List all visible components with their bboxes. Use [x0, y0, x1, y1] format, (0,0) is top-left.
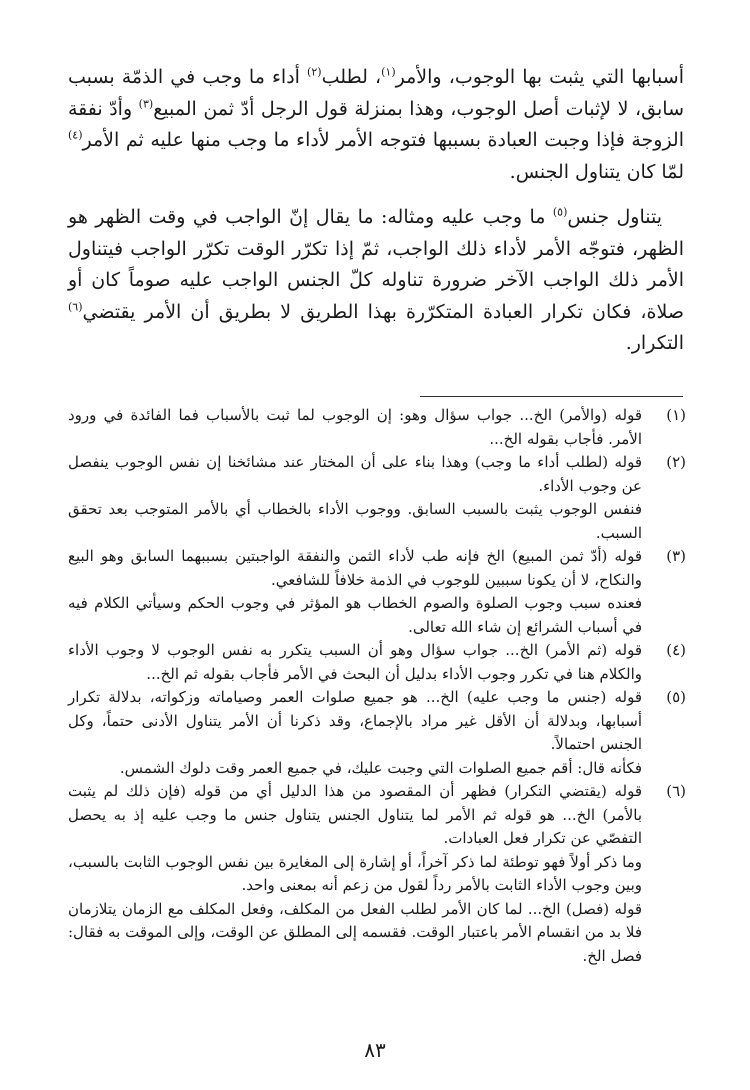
footnote-number: (٥)	[666, 688, 686, 706]
paragraph-text: ، لطلب	[321, 66, 382, 88]
footnote-3	[68, 545, 686, 592]
footnote-number: (٢)	[666, 453, 686, 471]
footnote-continuation: فعنده سبب وجوب الصلوة والصوم الخطاب هو المؤثر في وجوب الحكم وسيأتي الكلام فيه في أسباب الشرائع إن شاء الله تعالى.	[68, 594, 642, 636]
footnote-1	[68, 404, 686, 451]
page-number: ٨٣	[364, 1038, 386, 1062]
footnote-text: قوله (والأمر) الخ... جواب سؤال وهو: إن الوجوب لما ثبت بالأسباب فما الفائدة في ورود الأمر. فأجاب بقوله الخ...	[68, 406, 642, 448]
footnote-ref[interactable]: (٤)	[68, 128, 83, 142]
paragraph-text: يتناول جنس	[567, 206, 663, 228]
footnote-number: (٦)	[666, 782, 686, 800]
footnote-6	[68, 780, 686, 851]
footnote-text: قوله (لطلب أداء ما وجب) وهذا بناء على أن المختار عند مشائخنا إن نفس الوجوب ينفصل عن وجوب الأداء.	[68, 453, 642, 495]
footnote-text: قوله (جنس ما وجب عليه) الخ... هو جميع صلوات العمر وصياماته وزكواته، بدلالة تكرار أسبابها، وبدلالة أن الأقل غير مراد بالإجماع، وقد ذكرنا أن الأمر يتناول الأدنى حتماً، وكل الجنس احتمالاً.	[68, 688, 642, 753]
footnote-5	[68, 686, 686, 757]
paragraph-text: التكرار.	[625, 332, 684, 354]
footnote-continuation: فكأنه قال: أقم جميع الصلوات التي وجبت عليك، في جميع العمر وقت دلوك الشمس.	[119, 758, 642, 777]
paragraph-2	[68, 202, 684, 360]
footnote-text: قوله (أدّ ثمن المبيع) الخ فإنه طب لأداء الثمن والنفقة الواجبتين بسببهما السابق وهو البيع والنكاح، لا أن يكونا سببين للوجوب في الذمة خلافاً للشافعي.	[68, 547, 642, 589]
footnote-ref[interactable]: (٥)	[552, 205, 568, 219]
footnote-divider	[420, 396, 683, 397]
footnote-continuation: قوله (فصل) الخ... لما كان الأمر لطلب الفعل من المكلف، وفعل المكلف مع الزمان يتلازمان فلا بد من انقسام الأمر باعتبار الوقت. فقسمه إلى المطلق عن الوقت، وإلى الموقت به فقال: فصل الخ.	[68, 899, 642, 965]
paragraph-text: ما وجب عليه ومثاله: ما يقال إنّ الواجب في وقت الظهر هو الظهر، فتوجّه الأمر لأداء ذلك الواجب، ثمّ إذا تكرّر الوقت تكرّر الواجب فيتناول الأمر ذلك الواجب الآخر ضرورة تناوله كلّ الجنس الواجب عليه صوماً كان أو صلاة، فكان تكرار العبادة المتكرّرة بهذا الطريق لا بطريق أن الأمر يقتضي	[68, 206, 684, 323]
main-text	[68, 62, 684, 360]
footnotes	[68, 404, 686, 968]
paragraph-text: وأدّ نفقة الزوجة فإذا وجبت العبادة بسببها فتوجه الأمر لأداء ما وجب منها عليه ثم الأمر	[68, 97, 684, 151]
paragraph-text: أداء ما وجب في الذمّة بسبب سابق، لا لإثبات أصل الوجوب، وهذا بمنزلة قول الرجل أدّ ثمن المبيع	[68, 66, 684, 120]
paragraph-text: أسبابها التي يثبت بها الوجوب، والأمر	[395, 66, 684, 88]
footnote-ref[interactable]: (٣)	[138, 97, 154, 111]
paragraph-text: لمّا كان يتناول الجنس.	[509, 160, 684, 183]
footnote-continuation: وما ذكر أولاً فهو توطئة لما ذكر آخراً، أو إشارة إلى المغايرة بين نفس الوجوب الثابت بالسبب، وبين وجوب الأداء الثابت بالأمر رداً لقول من زعم أنه بمعنى واحد.	[68, 852, 642, 894]
paragraph-1	[68, 62, 684, 188]
footnote-ref[interactable]: (١)	[381, 65, 396, 79]
footnote-ref[interactable]: (٦)	[68, 300, 83, 314]
footnote-number: (٣)	[666, 547, 686, 565]
footnote-4	[68, 639, 686, 686]
footnote-number: (٤)	[666, 641, 686, 659]
footnote-2	[68, 451, 686, 498]
footnote-continuation: فنفس الوجوب يثبت بالسبب السابق. ووجوب الأداء بالخطاب أي بالأمر المتوجب بعد تحقق السبب.	[68, 500, 642, 542]
footnote-ref[interactable]: (٢)	[307, 65, 322, 79]
footnote-number: (١)	[666, 406, 686, 424]
footnote-text: قوله (ثم الأمر) الخ... جواب سؤال وهو أن السبب يتكرر به نفس الوجوب لا وجوب الأداء والكلام هنا في تكرر وجوب الأداء بدليل أن البحث في الأمر فأجاب بقوله ثم الخ...	[68, 641, 642, 683]
footnote-text: قوله (يقتضي التكرار) فظهر أن المقصود من هذا الدليل أي من قوله (فإن ذلك لم يثبت بالأمر) الخ... هو قوله ثم الأمر لما يتناول الجنس يتناول جنس ما وجب عليه إذ به يحصل التفصّي عن تكرار فعل العبادات.	[68, 782, 642, 847]
